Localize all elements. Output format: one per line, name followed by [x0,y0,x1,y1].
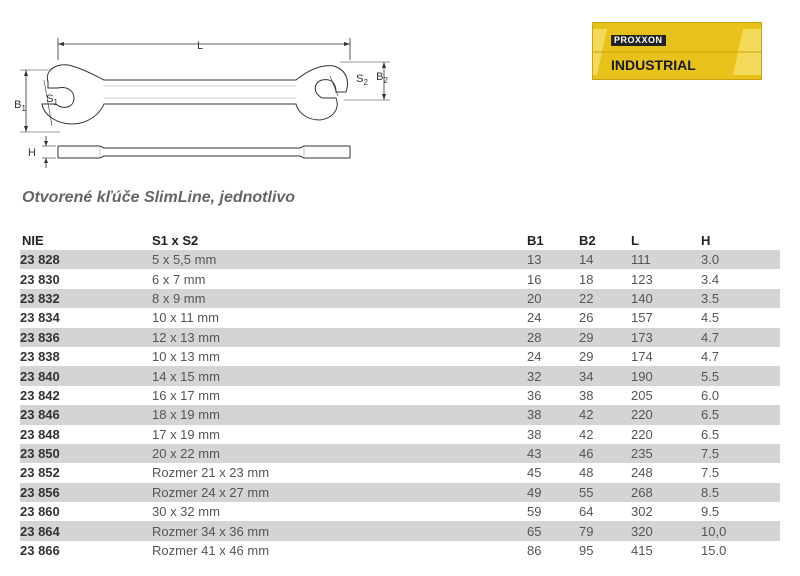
cell-b1: 86 [527,543,542,559]
page-title: Otvorené kľúče SlimLine, jednotlivo [22,189,296,206]
cell-b2: 95 [579,543,594,559]
cell-l: 235 [631,444,701,463]
header-nie: NIE [22,232,44,248]
label-S2: $S_2$ [356,73,368,87]
label-H: H [28,147,36,159]
cell-b1: 28 [527,328,579,347]
cell-h: 9.5 [701,504,720,520]
label-B1: $B_1$ [14,99,26,113]
cell-h: 6.0 [701,387,720,403]
table-row [20,521,780,540]
cell-b2: 64 [579,504,594,520]
cell-l: 123 [631,271,653,287]
cell-h: 7.5 [701,465,720,481]
table-row [20,328,780,347]
cell-l: 157 [631,310,653,326]
table-row [20,308,780,327]
cell-l: 248 [631,465,653,481]
cell-b1: 38 [527,405,579,424]
cell-l: 174 [631,349,653,365]
cell-h: 4.7 [701,349,720,365]
cell-b1: 45 [527,465,542,481]
cell-h: 8.5 [701,483,780,502]
cell-b1: 38 [527,426,542,442]
cell-b2: 18 [579,271,594,287]
cell-h: 3.5 [701,289,780,308]
cell-size: Rozmer 21 x 23 mm [152,465,270,481]
logo-product-line: INDUSTRIAL [611,57,696,73]
cell-l: 415 [631,543,653,559]
cell-h: 4.5 [701,310,720,326]
cell-nie: 23 846 [20,405,152,424]
cell-h: 3.4 [701,271,720,287]
cell-l: 268 [631,483,701,502]
cell-b1: 36 [527,387,542,403]
table-row [20,366,780,385]
cell-nie: 23 860 [20,504,60,520]
cell-nie: 23 848 [20,426,60,442]
table-row [20,289,780,308]
cell-b1: 43 [527,444,579,463]
cell-l: 111 [631,250,701,269]
table-row [20,483,780,502]
cell-nie: 23 864 [20,521,152,540]
table-row [20,444,780,463]
cell-b1: 24 [527,349,542,365]
cell-b2: 14 [579,250,631,269]
label-B2: $B_2$ [376,71,388,85]
cell-l: 173 [631,328,701,347]
cell-nie: 23 828 [20,250,152,269]
table-row [20,502,780,521]
cell-nie: 23 832 [20,289,152,308]
cell-b2: 26 [579,310,594,326]
cell-b2: 22 [579,289,631,308]
cell-l: 220 [631,405,701,424]
cell-size: 5 x 5,5 mm [152,250,527,269]
header-h: H [701,232,711,248]
cell-h: 10,0 [701,521,780,540]
cell-size: Rozmer 24 x 27 mm [152,483,527,502]
cell-nie: 23 836 [20,328,152,347]
cell-h: 6.5 [701,426,720,442]
cell-nie: 23 840 [20,366,152,385]
cell-b2: 29 [579,349,594,365]
cell-b2: 29 [579,328,631,347]
cell-nie: 23 830 [20,271,60,287]
cell-size: Rozmer 34 x 36 mm [152,521,527,540]
cell-h: 5.5 [701,366,780,385]
cell-b2: 38 [579,387,594,403]
logo-brand: PROXXON [611,35,666,46]
table-row [20,347,780,366]
table-header-row [20,230,780,250]
cell-b1: 49 [527,483,579,502]
cell-nie: 23 852 [20,465,60,481]
cell-b2: 79 [579,521,631,540]
cell-h: 3.0 [701,250,780,269]
cell-l: 302 [631,504,653,520]
header-b1: B1 [527,232,544,248]
cell-b2: 34 [579,366,631,385]
cell-b1: 16 [527,271,542,287]
table-row [20,386,780,405]
table-row [20,269,780,288]
header-b2: B2 [579,232,596,248]
label-S1: $S_1$ [46,93,58,107]
cell-l: 140 [631,289,701,308]
cell-h: 15.0 [701,543,727,559]
wrench-spec-table [20,230,780,560]
cell-b2: 42 [579,426,594,442]
cell-h: 7.5 [701,444,780,463]
table-row [20,425,780,444]
cell-size: 12 x 13 mm [152,328,527,347]
table-row [20,463,780,482]
cell-l: 220 [631,426,653,442]
cell-b1: 65 [527,521,579,540]
wrench-diagram [0,0,420,180]
cell-size: 20 x 22 mm [152,444,527,463]
cell-size: 30 x 32 mm [152,504,220,520]
cell-size: 6 x 7 mm [152,271,206,287]
cell-size: Rozmer 41 x 46 mm [152,543,270,559]
cell-nie: 23 866 [20,543,60,559]
cell-b1: 13 [527,250,579,269]
cell-b2: 48 [579,465,594,481]
cell-b2: 55 [579,483,631,502]
cell-size: 10 x 11 mm [152,310,219,326]
cell-h: 6.5 [701,405,780,424]
proxxon-industrial-logo [592,22,762,80]
cell-size: 14 x 15 mm [152,366,527,385]
cell-size: 18 x 19 mm [152,405,527,424]
cell-size: 10 x 13 mm [152,349,220,365]
cell-b1: 32 [527,366,579,385]
cell-nie: 23 834 [20,310,60,326]
cell-b2: 46 [579,444,631,463]
cell-b1: 59 [527,504,542,520]
cell-h: 4.7 [701,328,780,347]
cell-nie: 23 842 [20,387,60,403]
cell-b2: 42 [579,405,631,424]
table-row [20,541,780,560]
cell-nie: 23 838 [20,349,60,365]
cell-size: 17 x 19 mm [152,426,220,442]
header-s1xs2: S1 x S2 [152,232,199,248]
table-row [20,405,780,424]
table-row [20,250,780,269]
cell-size: 8 x 9 mm [152,289,527,308]
cell-l: 190 [631,366,701,385]
cell-b1: 24 [527,310,542,326]
cell-l: 320 [631,521,701,540]
cell-nie: 23 856 [20,483,152,502]
cell-nie: 23 850 [20,444,152,463]
cell-l: 205 [631,387,653,403]
header-l: L [631,232,639,248]
label-L: L [196,40,204,52]
cell-b1: 20 [527,289,579,308]
cell-size: 16 x 17 mm [152,387,220,403]
